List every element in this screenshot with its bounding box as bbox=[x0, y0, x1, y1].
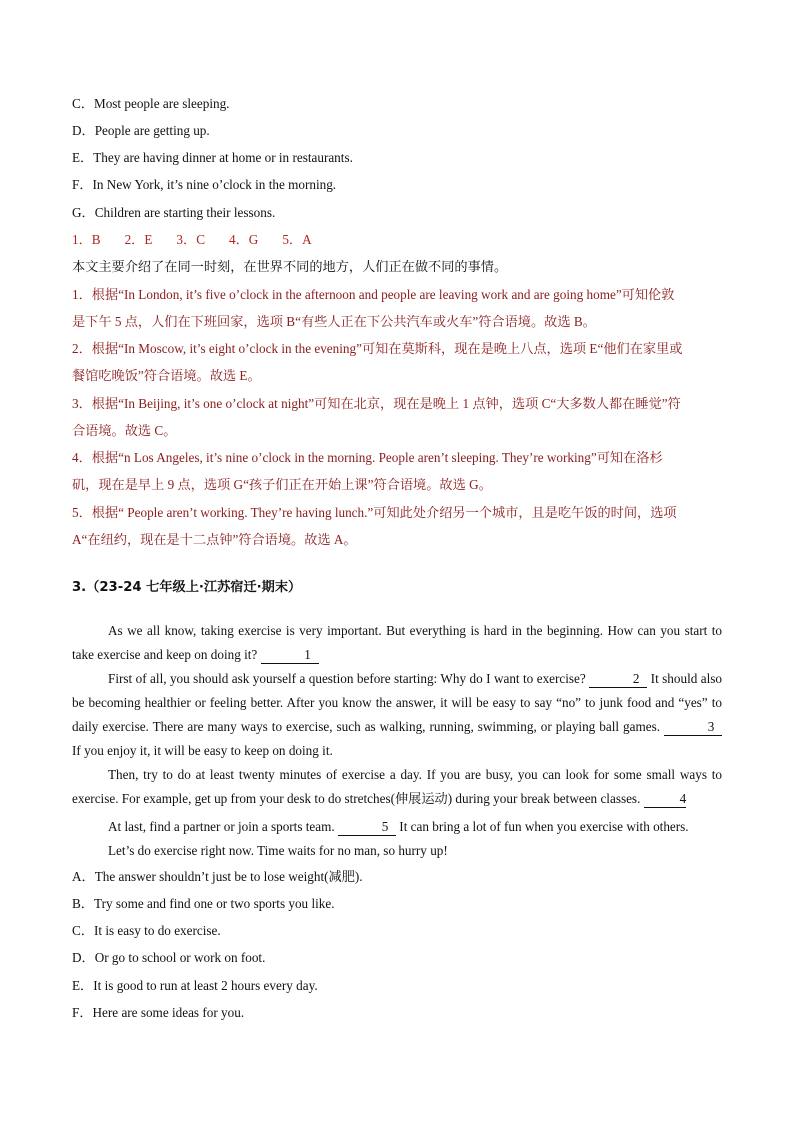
option-d: D．Or go to school or work on foot. bbox=[72, 950, 266, 965]
passage-text: First of all, you should ask yourself a question before starting: Why do I want to exercise? bbox=[108, 671, 586, 686]
explanation-line: 4．根据“n Los Angeles, it’s nine o’clock in the morning. People aren’t sleeping. They’re working”可知在洛杉 bbox=[72, 450, 663, 465]
explanation-line: 是下午 5 点，人们在下班回家，选项 B“有些人正在下公共汽车或火车”符合语境。故选 B。 bbox=[72, 314, 596, 329]
explanation-line: 合语境。故选 C。 bbox=[72, 423, 177, 438]
option-c: C．It is easy to do exercise. bbox=[72, 923, 221, 938]
passage-text: If you enjoy it, it will be easy to keep on doing it. bbox=[72, 743, 333, 758]
explanation-line: 5．根据“ People aren’t working. They’re having lunch.”可知此处介绍另一个城市，且是吃午饭的时间，选项 bbox=[72, 505, 677, 520]
option-e: E．It is good to run at least 2 hours every day. bbox=[72, 978, 318, 993]
explanation-line: 1．根据“In London, it’s five o’clock in the afternoon and people are leaving work and are going home”可知伦敦 bbox=[72, 287, 675, 302]
passage-paragraph-3 bbox=[72, 763, 722, 811]
blank-5: 5 bbox=[338, 819, 396, 836]
passage-text: As we all know, taking exercise is very important. But everything is hard in the beginning. How can you start to take exercise and keep on doing it? bbox=[72, 623, 722, 662]
passage-paragraph-1 bbox=[72, 619, 722, 667]
option-d: D．People are getting up. bbox=[72, 123, 210, 138]
option-e: E．They are having dinner at home or in restaurants. bbox=[72, 150, 353, 165]
explanation-line: 餐馆吃晚饭”符合语境。故选 E。 bbox=[72, 368, 261, 383]
answer-1: 1．B bbox=[72, 232, 101, 247]
option-a: A．The answer shouldn’t just be to lose weight(减肥). bbox=[72, 869, 363, 884]
blank-4: 4 bbox=[644, 791, 687, 808]
answer-key bbox=[72, 231, 336, 249]
passage-paragraph-4 bbox=[72, 815, 722, 839]
option-f: F．Here are some ideas for you. bbox=[72, 1005, 245, 1020]
passage-text: It should also be becoming healthier or feeling better. After you know the answer, it will be easy to say “no” to junk food and “yes” to daily exercise. There are many ways to exercise, such as walking, running, swimming, or playing ball games. bbox=[72, 671, 723, 734]
option-c: C．Most people are sleeping. bbox=[72, 96, 230, 111]
answer-5: 5．A bbox=[282, 232, 312, 247]
question-title: 3.（23-24 七年级上·江苏宿迁·期末） bbox=[72, 580, 302, 595]
option-f: F．In New York, it’s nine o’clock in the morning. bbox=[72, 177, 337, 192]
passage-paragraph-2 bbox=[72, 667, 722, 763]
answer-4: 4．G bbox=[229, 232, 259, 247]
passage-text: It can bring a lot of fun when you exercise with others. bbox=[399, 819, 689, 834]
explanation-line: 3．根据“In Beijing, it’s one o’clock at night”可知在北京，现在是晚上 1 点钟，选项 C“大多数人都在睡觉”符 bbox=[72, 396, 681, 411]
option-b: B．Try some and find one or two sports you like. bbox=[72, 896, 335, 911]
blank-2: 2 bbox=[589, 671, 647, 688]
explanation-line: 2．根据“In Moscow, it’s eight o’clock in the evening”可知在莫斯科，现在是晚上八点，选项 E“他们在家里或 bbox=[72, 341, 683, 356]
explanation-line: 矶，现在是早上 9 点，选项 G“孩子们正在开始上课”符合语境。故选 G。 bbox=[72, 477, 492, 492]
blank-3: 3 bbox=[664, 719, 722, 736]
blank-1: 1 bbox=[261, 647, 319, 664]
explanation-intro: 本文主要介绍了在同一时刻，在世界不同的地方，人们正在做不同的事情。 bbox=[72, 259, 508, 274]
passage-text: Then, try to do at least twenty minutes of exercise a day. If you are busy, you can look for some small ways to exercise. For example, get up from your desk to do stretches(伸展运动) during your break between classes. bbox=[72, 767, 722, 806]
answer-3: 3．C bbox=[176, 232, 205, 247]
passage-paragraph-5: Let’s do exercise right now. Time waits for no man, so hurry up! bbox=[108, 843, 448, 858]
explanation-line: A“在纽约，现在是十二点钟”符合语境。故选 A。 bbox=[72, 532, 357, 547]
passage-text: At last, find a partner or join a sports team. bbox=[108, 819, 335, 834]
option-g: G．Children are starting their lessons. bbox=[72, 205, 276, 220]
answer-2: 2．E bbox=[124, 232, 153, 247]
